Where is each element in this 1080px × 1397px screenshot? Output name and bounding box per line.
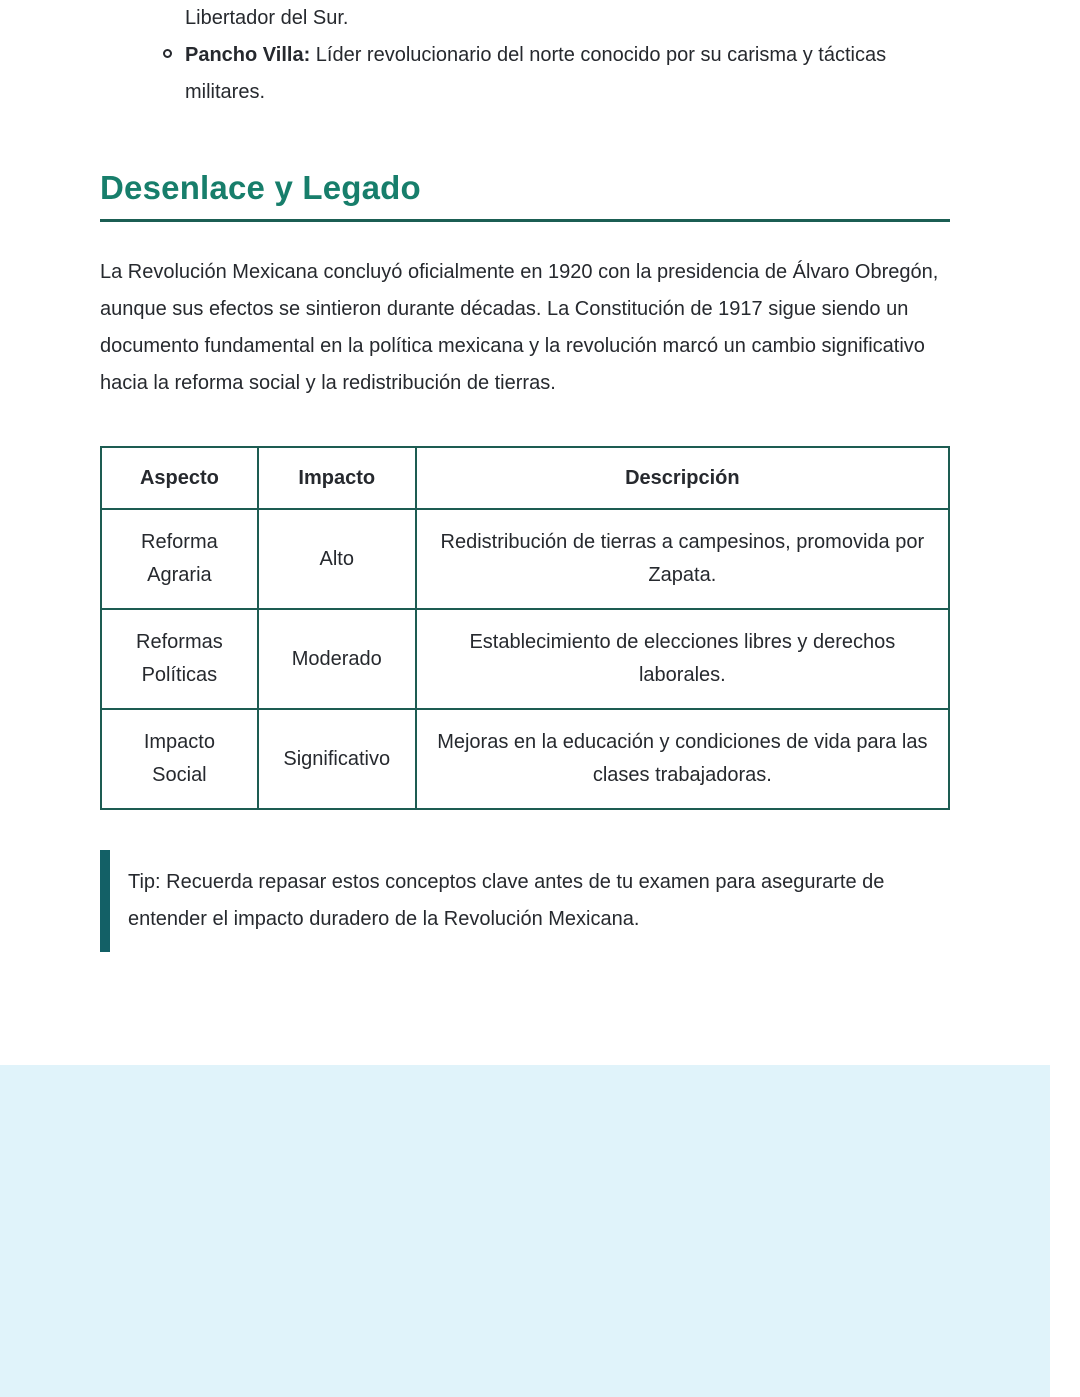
document-content xyxy=(100,0,950,952)
cell-aspecto: Impacto Social xyxy=(101,709,258,809)
section-paragraph: La Revolución Mexicana concluyó oficialmente en 1920 con la presidencia de Álvaro Obregón, aunque sus efectos se sintieron durante décadas. La Constitución de 1917 sigue siendo un documento fundamental en la política mexicana y la revolución marcó un cambio significativo hacia la reforma social y la redistribución de tierras. xyxy=(100,261,939,394)
cell-impacto: Significativo xyxy=(258,709,416,809)
key-figures-list xyxy=(100,0,950,111)
list-item-description: Líder revolucionario del norte conocido por su carisma y tácticas militares. xyxy=(185,44,887,103)
section-heading: Desenlace y Legado xyxy=(100,169,421,206)
impact-table xyxy=(100,446,950,810)
table-header-row xyxy=(101,447,949,509)
impact-table-body xyxy=(101,509,949,809)
cell-aspecto: Reforma Agraria xyxy=(101,509,258,609)
circle-bullet-icon xyxy=(163,49,172,58)
table-row xyxy=(101,509,949,609)
tip-accent-bar xyxy=(100,850,110,952)
tip-callout xyxy=(100,850,950,952)
cell-impacto: Alto xyxy=(258,509,416,609)
column-header-descripcion: Descripción xyxy=(416,447,949,509)
tip-text: Tip: Recuerda repasar estos conceptos clave antes de tu examen para asegurarte de entender el impacto duradero de la Revolución Mexicana. xyxy=(128,871,885,930)
table-row xyxy=(101,709,949,809)
list-item-continuation: Libertador del Sur. xyxy=(185,7,349,29)
cell-descripcion: Mejoras en la educación y condiciones de vida para las clases trabajadoras. xyxy=(416,709,949,809)
cell-impacto: Moderado xyxy=(258,609,416,709)
heading-divider xyxy=(100,219,950,222)
impact-table-header xyxy=(101,447,949,509)
cell-descripcion: Establecimiento de elecciones libres y derechos laborales. xyxy=(416,609,949,709)
column-header-aspecto: Aspecto xyxy=(101,447,258,509)
column-header-impacto: Impacto xyxy=(258,447,416,509)
footer-band xyxy=(0,1065,1050,1397)
list-item xyxy=(100,37,950,111)
cell-aspecto: Reformas Políticas xyxy=(101,609,258,709)
list-item-term: Pancho Villa: xyxy=(185,44,311,66)
table-row xyxy=(101,609,949,709)
cell-descripcion: Redistribución de tierras a campesinos, promovida por Zapata. xyxy=(416,509,949,609)
